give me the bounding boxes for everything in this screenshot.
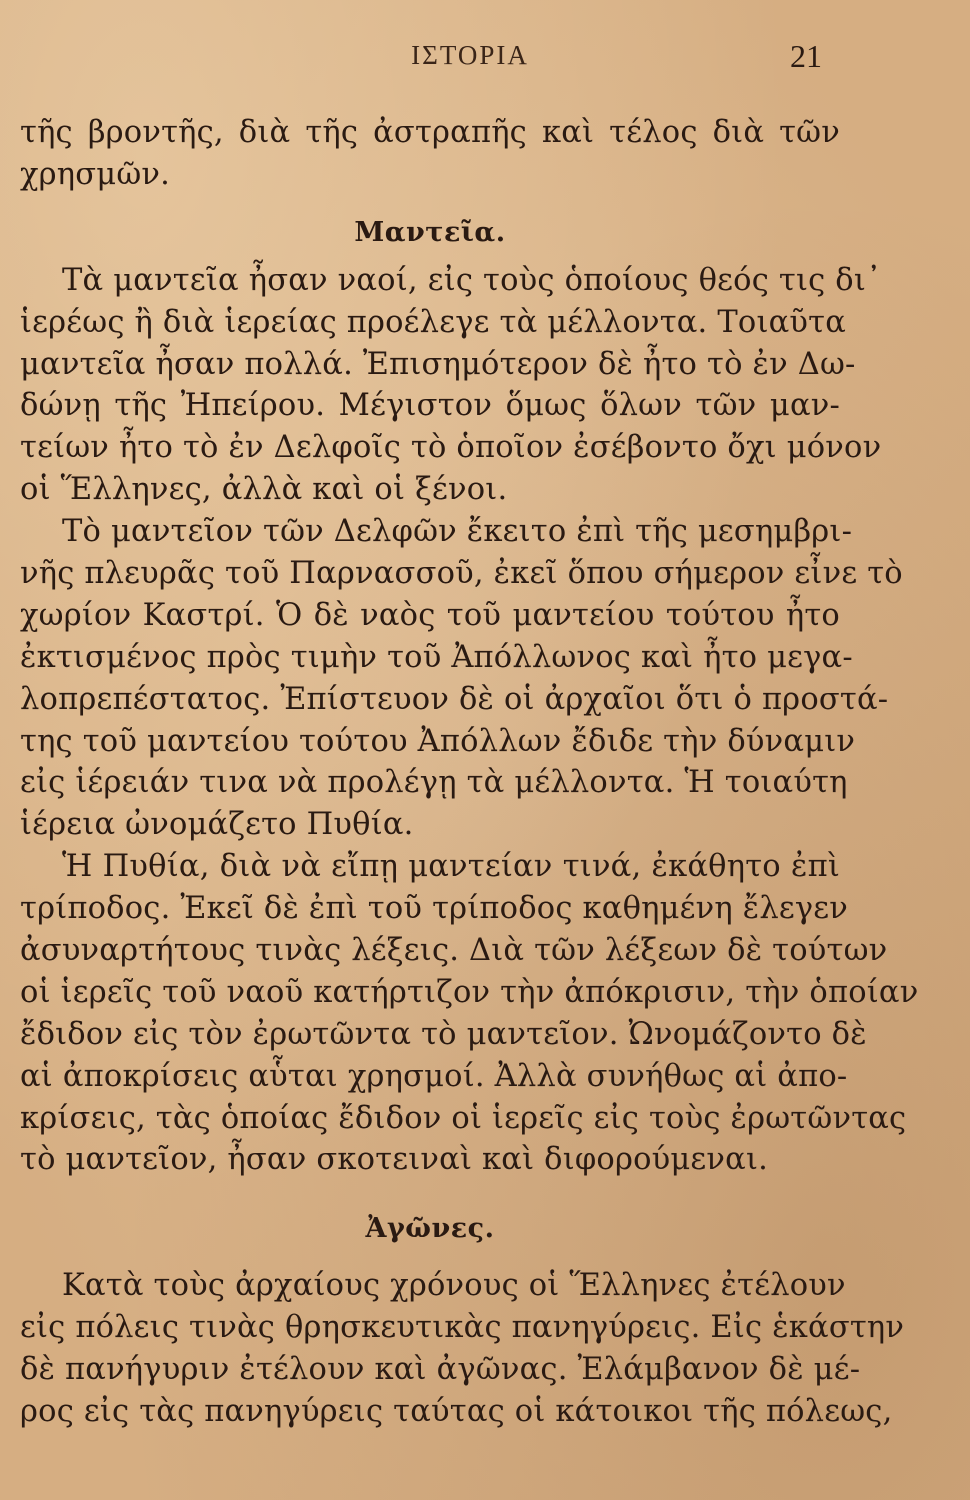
text-line: Τὰ μαντεῖα ἦσαν ναοί, εἰς τοὺς ὁποίους θεός τις δι᾽ bbox=[62, 262, 882, 298]
section-heading-agones: Ἀγῶνες. bbox=[365, 1213, 495, 1245]
text-line: της τοῦ μαντείου τούτου Ἀπόλλων ἔδιδε τὴν δύναμιν bbox=[20, 723, 856, 759]
text-line: οἱ ἱερεῖς τοῦ ναοῦ κατήρτιζον τὴν ἀπόκρισιν, τὴν ὁποίαν bbox=[20, 974, 919, 1010]
text-line: τρίποδος. Ἐκεῖ δὲ ἐπὶ τοῦ τρίποδος καθημένη ἔλεγεν bbox=[20, 891, 849, 927]
section-heading-manteia: Μαντεῖα. bbox=[354, 216, 506, 248]
text-line: κρίσεις, τὰς ὁποίας ἔδιδον οἱ ἱερεῖς εἰς τοὺς ἐρωτῶντας bbox=[20, 1100, 907, 1136]
text-line: Κατὰ τοὺς ἀρχαίους χρόνους οἱ Ἕλληνες ἐτέλουν bbox=[62, 1268, 846, 1304]
running-head-title: ΙΣΤΟΡΙΑ bbox=[411, 40, 529, 70]
text-line: ἔδιδον εἰς τὸν ἐρωτῶντα τὸ μαντεῖον. Ὠνομάζοντο δὲ bbox=[20, 1016, 867, 1052]
text-line: ἀσυναρτήτους τινὰς λέξεις. Διὰ τῶν λέξεων δὲ τούτων bbox=[20, 933, 888, 969]
text-line: ἱερέως ἢ διὰ ἱερείας προέλεγε τὰ μέλλοντα. Τοιαῦτα bbox=[20, 304, 847, 340]
text-line: ἐκτισμένος πρὸς τιμὴν τοῦ Ἀπόλλωνος καὶ ἦτο μεγα- bbox=[20, 639, 853, 675]
text-line: εἰς ἱέρειάν τινα νὰ προλέγῃ τὰ μέλλοντα. Ἡ τοιαύτη bbox=[20, 765, 848, 801]
text-line: Τὸ μαντεῖον τῶν Δελφῶν ἔκειτο ἐπὶ τῆς μεσημβρι- bbox=[62, 514, 853, 550]
body-text bbox=[20, 112, 919, 1433]
text-line: ἱέρεια ὠνομάζετο Πυθία. bbox=[20, 807, 414, 843]
text-line: εἰς πόλεις τινὰς θρησκευτικὰς πανηγύρεις. Εἰς ἑκάστην bbox=[20, 1310, 905, 1346]
text-line: τῆς βροντῆς, διὰ τῆς ἀστραπῆς καὶ τέλος διὰ τῶν bbox=[20, 115, 840, 150]
text-line: Ἡ Πυθία, διὰ νὰ εἴπῃ μαντείαν τινά, ἐκάθητο ἐπὶ bbox=[62, 849, 840, 885]
text-line: τείων ἦτο τὸ ἐν Δελφοῖς τὸ ὁποῖον ἐσέβοντο ὄχι μόνον bbox=[20, 430, 882, 466]
text-line: νῆς πλευρᾶς τοῦ Παρνασσοῦ, ἐκεῖ ὅπου σήμερον εἶνε τὸ bbox=[20, 556, 903, 592]
text-line: δώνῃ τῆς Ἠπείρου. Μέγιστον ὅμως ὅλων τῶν μαν- bbox=[20, 388, 840, 424]
text-line: τὸ μαντεῖον, ἦσαν σκοτειναὶ καὶ διφορούμεναι. bbox=[20, 1142, 769, 1178]
page-number: 21 bbox=[790, 38, 822, 74]
text-line: αἱ ἀποκρίσεις αὗται χρησμοί. Ἀλλὰ συνήθως αἱ ἀπο- bbox=[20, 1058, 848, 1094]
running-head bbox=[0, 40, 970, 80]
text-line: χρησμῶν. bbox=[20, 156, 171, 192]
text-line: μαντεῖα ἦσαν πολλά. Ἐπισημότερον δὲ ἦτο τὸ ἐν Δω- bbox=[20, 346, 856, 382]
text-line: χωρίον Καστρί. Ὁ δὲ ναὸς τοῦ μαντείου τούτου ἦτο bbox=[20, 597, 840, 633]
text-line: οἱ Ἕλληνες, ἀλλὰ καὶ οἱ ξένοι. bbox=[20, 472, 508, 508]
text-line: δὲ πανήγυριν ἐτέλουν καὶ ἀγῶνας. Ἐλάμβανον δὲ μέ- bbox=[20, 1352, 861, 1388]
text-line: λοπρεπέστατος. Ἐπίστευον δὲ οἱ ἀρχαῖοι ὅτι ὁ προστά- bbox=[20, 681, 889, 717]
text-line: ρος εἰς τὰς πανηγύρεις ταύτας οἱ κάτοικοι τῆς πόλεως, bbox=[20, 1394, 893, 1430]
